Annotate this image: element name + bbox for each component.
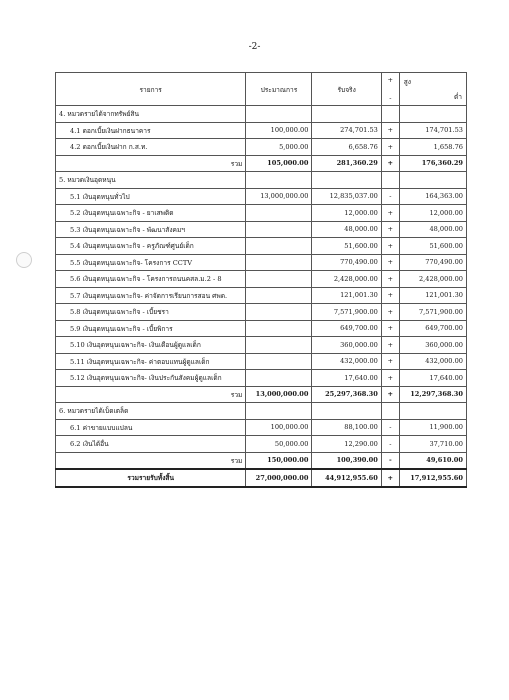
row-diff: 174,701.53: [399, 122, 466, 139]
table-row: [56, 370, 467, 387]
row-diff: 360,000.00: [399, 337, 466, 354]
total-sign: +: [381, 386, 399, 403]
row-label: 4.1 ดอกเบี้ยเงินฝากธนาคาร: [56, 122, 246, 139]
empty-cell: [312, 403, 381, 420]
row-sign: -: [381, 419, 399, 436]
table-body: [56, 106, 467, 487]
row-sign: +: [381, 238, 399, 255]
row-actual: 649,700.00: [312, 320, 381, 337]
row-actual: 12,000.00: [312, 205, 381, 222]
row-label: 6.2 เงินได้อื่น: [56, 436, 246, 453]
empty-cell: [399, 106, 466, 123]
total-budget: 13,000,000.00: [246, 386, 312, 403]
row-budget: [246, 304, 312, 321]
row-label: 5.6 เงินอุดหนุนเฉพาะกิจ - โครงการถนนคสล.ม.2 - 8: [56, 271, 246, 288]
grand-total-budget: 27,000,000.00: [246, 469, 312, 487]
row-diff: 51,600.00: [399, 238, 466, 255]
revenue-table: [55, 72, 467, 488]
total-diff: 12,297,368.30: [399, 386, 466, 403]
header-sign-minus: -: [389, 94, 392, 102]
table-row: [56, 436, 467, 453]
header-sign: [381, 73, 399, 106]
total-actual: 25,297,368.30: [312, 386, 381, 403]
grand-total-sign: +: [381, 469, 399, 487]
section-header-row: [56, 403, 467, 420]
table-row: [56, 320, 467, 337]
total-budget: 150,000.00: [246, 452, 312, 469]
row-actual: 88,100.00: [312, 419, 381, 436]
section-header-row: [56, 106, 467, 123]
row-actual: 6,658.76: [312, 139, 381, 156]
total-diff: 49,610.00: [399, 452, 466, 469]
row-label: 5.11 เงินอุดหนุนเฉพาะกิจ- ค่าตอบแทนผู้ดูแลเด็ก: [56, 353, 246, 370]
row-actual: 51,600.00: [312, 238, 381, 255]
row-sign: +: [381, 353, 399, 370]
empty-cell: [399, 172, 466, 189]
row-label: 5.3 เงินอุดหนุนเฉพาะกิจ - พัฒนาสังคมฯ: [56, 221, 246, 238]
row-diff: 164,363.00: [399, 188, 466, 205]
row-diff: 11,900.00: [399, 419, 466, 436]
row-diff: 770,490.00: [399, 254, 466, 271]
row-actual: 274,701.53: [312, 122, 381, 139]
header-diff-high: สูง: [403, 78, 412, 86]
row-budget: [246, 320, 312, 337]
row-sign: +: [381, 271, 399, 288]
empty-cell: [399, 403, 466, 420]
row-budget: 13,000,000.00: [246, 188, 312, 205]
row-budget: 100,000.00: [246, 419, 312, 436]
row-sign: +: [381, 337, 399, 354]
row-sign: +: [381, 254, 399, 271]
row-budget: 50,000.00: [246, 436, 312, 453]
table-row: [56, 419, 467, 436]
empty-cell: [246, 106, 312, 123]
row-sign: +: [381, 221, 399, 238]
row-budget: [246, 353, 312, 370]
row-budget: [246, 205, 312, 222]
row-diff: 37,710.00: [399, 436, 466, 453]
row-budget: [246, 271, 312, 288]
row-budget: [246, 337, 312, 354]
row-sign: +: [381, 205, 399, 222]
table-row: [56, 122, 467, 139]
row-label: 6.1 ค่าขายแบบแปลน: [56, 419, 246, 436]
row-label: 4.2 ดอกเบี้ยเงินฝาก ก.ส.ท.: [56, 139, 246, 156]
total-actual: 100,390.00: [312, 452, 381, 469]
row-actual: 12,835,037.00: [312, 188, 381, 205]
row-budget: [246, 221, 312, 238]
row-actual: 48,000.00: [312, 221, 381, 238]
row-sign: +: [381, 287, 399, 304]
total-actual: 281,360.29: [312, 155, 381, 172]
row-sign: +: [381, 320, 399, 337]
grand-total-row: [56, 469, 467, 487]
row-sign: -: [381, 436, 399, 453]
grand-total-diff: 17,912,955.60: [399, 469, 466, 487]
row-actual: 360,000.00: [312, 337, 381, 354]
row-label: 5.5 เงินอุดหนุนเฉพาะกิจ- โครงการ CCTV: [56, 254, 246, 271]
header-diff-low: ต่ำ: [454, 93, 462, 101]
grand-total-actual: 44,912,955.60: [312, 469, 381, 487]
table-row: [56, 139, 467, 156]
total-sign: +: [381, 155, 399, 172]
row-sign: +: [381, 139, 399, 156]
row-label: 5.8 เงินอุดหนุนเฉพาะกิจ - เบี้ยชรา: [56, 304, 246, 321]
grand-total-label: รวมรายรับทั้งสิ้น: [56, 469, 246, 487]
binder-hole: [16, 252, 32, 268]
section-total-row: [56, 452, 467, 469]
row-sign: +: [381, 370, 399, 387]
table-row: [56, 337, 467, 354]
table-row: [56, 254, 467, 271]
empty-cell: [381, 403, 399, 420]
row-actual: 7,571,900.00: [312, 304, 381, 321]
section-total-row: [56, 155, 467, 172]
table-row: [56, 188, 467, 205]
row-diff: 7,571,900.00: [399, 304, 466, 321]
row-diff: 121,001.30: [399, 287, 466, 304]
row-actual: 2,428,000.00: [312, 271, 381, 288]
total-sign: -: [381, 452, 399, 469]
row-label: 5.9 เงินอุดหนุนเฉพาะกิจ - เบี้ยพิการ: [56, 320, 246, 337]
table-header-row: [56, 73, 467, 106]
section-title: 6. หมวดรายได้เบ็ดเตล็ด: [56, 403, 246, 420]
page-number: -2-: [248, 42, 261, 52]
row-sign: +: [381, 304, 399, 321]
row-label: 5.2 เงินอุดหนุนเฉพาะกิจ - ยาเสพติด: [56, 205, 246, 222]
row-label: 5.12 เงินอุดหนุนเฉพาะกิจ- เงินประกันสังคมผู้ดูแลเด็ก: [56, 370, 246, 387]
empty-cell: [381, 106, 399, 123]
row-actual: 121,001.30: [312, 287, 381, 304]
row-actual: 12,290.00: [312, 436, 381, 453]
row-diff: 649,700.00: [399, 320, 466, 337]
header-item: รายการ: [56, 73, 246, 106]
table-row: [56, 205, 467, 222]
row-diff: 432,000.00: [399, 353, 466, 370]
row-sign: -: [381, 188, 399, 205]
table-row: [56, 271, 467, 288]
row-budget: [246, 370, 312, 387]
row-label: 5.7 เงินอุดหนุนเฉพาะกิจ- ค่าจัดการเรียนการสอน ศพด.: [56, 287, 246, 304]
row-diff: 2,428,000.00: [399, 271, 466, 288]
row-diff: 1,658.76: [399, 139, 466, 156]
header-budget: ประมาณการ: [246, 73, 312, 106]
section-title: 4. หมวดรายได้จากทรัพย์สิน: [56, 106, 246, 123]
total-label: รวม: [56, 386, 246, 403]
row-actual: 432,000.00: [312, 353, 381, 370]
empty-cell: [246, 403, 312, 420]
row-budget: [246, 254, 312, 271]
section-total-row: [56, 386, 467, 403]
empty-cell: [312, 106, 381, 123]
row-budget: 5,000.00: [246, 139, 312, 156]
total-label: รวม: [56, 452, 246, 469]
row-label: 5.4 เงินอุดหนุนเฉพาะกิจ - ครูภัณฑ์ศูนย์เด็ก: [56, 238, 246, 255]
table-row: [56, 353, 467, 370]
section-header-row: [56, 172, 467, 189]
table-row: [56, 221, 467, 238]
row-diff: 12,000.00: [399, 205, 466, 222]
row-sign: +: [381, 122, 399, 139]
total-budget: 105,000.00: [246, 155, 312, 172]
header-diff: [399, 73, 466, 106]
header-actual: รับจริง: [312, 73, 381, 106]
empty-cell: [246, 172, 312, 189]
row-actual: 17,640.00: [312, 370, 381, 387]
row-actual: 770,490.00: [312, 254, 381, 271]
row-diff: 17,640.00: [399, 370, 466, 387]
row-label: 5.10 เงินอุดหนุนเฉพาะกิจ- เงินเดือนผู้ดูแลเด็ก: [56, 337, 246, 354]
empty-cell: [312, 172, 381, 189]
section-title: 5. หมวดเงินอุดหนุน: [56, 172, 246, 189]
table-row: [56, 238, 467, 255]
total-label: รวม: [56, 155, 246, 172]
empty-cell: [381, 172, 399, 189]
table-row: [56, 304, 467, 321]
row-diff: 48,000.00: [399, 221, 466, 238]
row-budget: 100,000.00: [246, 122, 312, 139]
row-budget: [246, 238, 312, 255]
row-label: 5.1 เงินอุดหนุนทั่วไป: [56, 188, 246, 205]
header-sign-plus: +: [387, 76, 394, 84]
total-diff: 176,360.29: [399, 155, 466, 172]
row-budget: [246, 287, 312, 304]
table-row: [56, 287, 467, 304]
